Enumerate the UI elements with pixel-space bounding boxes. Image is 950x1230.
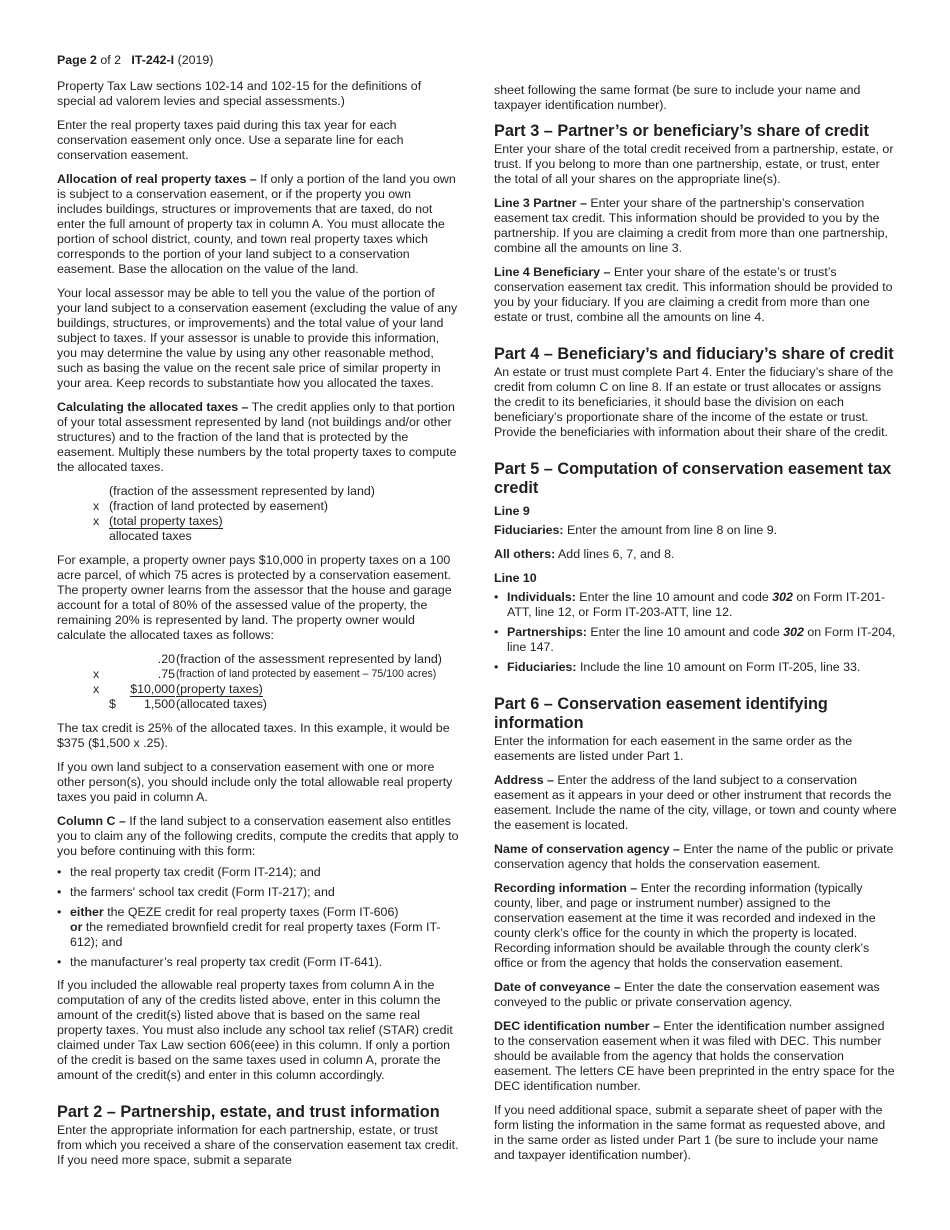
calculating-text: The credit applies only to that portion of your total assessment represented by land (not buildings and/or other structures) and to the fraction of the land that is protected by the easement. Multiply these numbers by the total property taxes to compute the allocated taxes. — [57, 400, 457, 474]
paragraph-calculating — [57, 400, 459, 475]
formula-operator: x — [93, 499, 100, 513]
fiduciaries-forms: Include the line 10 amount on Form IT-205, line 33. — [576, 660, 861, 674]
calculating-heading: Calculating the allocated taxes – — [57, 400, 249, 414]
brownfield-text: the remediated brownfield credit for real property taxes (Form IT-612); and — [70, 920, 441, 949]
example-amount: $10,000 — [130, 682, 175, 696]
part4-heading: Part 4 – Beneficiary’s and fiduciary’s share of credit — [494, 345, 894, 363]
example-row — [93, 697, 459, 712]
paragraph-allocation — [57, 172, 459, 277]
list-item: • the manufacturer’s real property tax credit (Form IT-641). — [57, 955, 459, 970]
recording-heading: Recording information – — [494, 881, 638, 895]
list-item: • the real property tax credit (Form IT-214); and — [57, 865, 459, 880]
paragraph-assessor: Your local assessor may be able to tell you the value of the portion of your land subject to a conservation easement (excluding the value of any buildings, structures, or improvements) and the total value of your land subject to taxes. If your assessor is unable to provide this information, you may determine the value by using any other reasonable method, such as basing the value on the recent sale price of similar property in your area. Keep records to substantiate how you allocated the taxes. — [57, 286, 458, 390]
paragraph-line9-fiduciaries — [494, 523, 898, 538]
conveyance-text: Enter the date the conservation easement was conveyed to the public or private conservation agency. — [494, 980, 880, 1009]
example-operator: x — [93, 667, 100, 681]
paragraph-line4 — [494, 265, 898, 325]
example-description: (fraction of the assessment represented by land) — [176, 652, 442, 666]
paragraph-separate-sheet: sheet following the same format (be sure to include your name and taxpayer identification number). — [494, 83, 861, 112]
qeze-text: the QEZE credit for real property taxes (Form IT-606) — [103, 905, 399, 919]
paragraph-joint-owners: If you own land subject to a conservation easement with one or more other person(s), you should include only the total allowable real property taxes you paid in column A. — [57, 760, 453, 804]
formula-operator: x — [93, 514, 100, 528]
paragraph-included-taxes: If you included the allowable real property taxes from column A in the computation of any of the credits listed above, enter in this column the amount of the credit(s) listed above that is based on the same real property taxes. You must also include any school tax relief (STAR) credit claimed under Tax Law section 606(eee) in this column. If only a portion of the credit is based on the same taxes used in column A, prorate the amount of the credit(s) and enter in this column accordingly. — [57, 978, 453, 1082]
or-emphasis: or — [70, 920, 83, 934]
partnerships-heading: Partnerships: — [507, 625, 587, 639]
part2-heading: Part 2 – Partnership, estate, and trust information — [57, 1103, 440, 1121]
form-id: IT-242-I — [131, 53, 175, 67]
dec-heading: DEC identification number – — [494, 1019, 660, 1033]
page-number: Page 2 — [57, 53, 97, 67]
example-description: (fraction of land protected by easement – 75/100 acres) — [176, 668, 437, 680]
paragraph-tax-credit: The tax credit is 25% of the allocated taxes. In this example, it would be $375 ($1,500 x .25). — [57, 721, 450, 750]
example-row — [93, 667, 459, 682]
example-amount: .75 — [157, 667, 175, 681]
recording-text: Enter the recording information (typically county, liber, and page or instrument number) assigned to the conservation easement at the time it was recorded and indexed in the county clerk’s office for the county in which the property is located. Recording information should be available through the county clerk’s office or from the agency that holds the conservation easement. — [494, 881, 876, 970]
fiduciaries-text: Enter the amount from line 8 on line 9. — [563, 523, 778, 537]
list-item — [494, 590, 898, 620]
paragraph-agency — [494, 842, 898, 872]
formula-protected-fraction: (fraction of land protected by easement) — [109, 499, 329, 513]
example-row — [93, 682, 459, 697]
line4-text: Enter your share of the estate’s or trust’s conservation easement tax credit. This information should be provided to you by your fiduciary. If you are claiming a credit from more than one estate or trust, combine all the amounts on line 4. — [494, 265, 893, 324]
line3-heading: Line 3 Partner – — [494, 196, 587, 210]
list-item — [494, 625, 898, 655]
line9-label: Line 9 — [494, 504, 530, 518]
part2-text: Enter the appropriate information for each partnership, estate, or trust from which you received a share of the conservation easement tax credit. If you need more space, submit a separate — [57, 1123, 459, 1167]
paragraph-column-c — [57, 814, 459, 859]
example-amount: 1,500 — [143, 697, 175, 711]
code-302: 302 — [783, 625, 804, 639]
individuals-text: Enter the line 10 amount and code — [575, 590, 773, 604]
line3-text: Enter your share of the partnership’s conservation easement tax credit. This information should be provided to you by the partnership. If you are claiming a credit from more than one partnership, combine all the amounts on line 3. — [494, 196, 888, 255]
either-emphasis: either — [70, 905, 104, 919]
all-others-heading: All others: — [494, 547, 556, 561]
example-amount: .20 — [157, 652, 175, 666]
left-column — [57, 79, 459, 1177]
column-c-heading: Column C – — [57, 814, 126, 828]
line10-label: Line 10 — [494, 571, 537, 585]
paragraph-conveyance — [494, 980, 898, 1010]
paragraph-example: For example, a property owner pays $10,000 in property taxes on a 100 acre parcel, of which 75 acres is protected by a conservation easement. The property owner learns from the assessor that the house and garage account for a total of 80% of the assessed value of the property, the remaining 20% is represented by land. The property owner would calculate the allocated taxes as follows: — [57, 553, 452, 642]
paragraph-definitions: Property Tax Law sections 102-14 and 102-15 for the definitions of special ad valorem levies and special assessments.) — [57, 79, 422, 108]
paragraph-dec-number — [494, 1019, 898, 1094]
example-calculation — [93, 652, 459, 712]
individuals-heading: Individuals: — [507, 590, 576, 604]
fiduciaries-heading: Fiduciaries: — [507, 660, 577, 674]
page-header — [57, 53, 213, 68]
code-302: 302 — [772, 590, 793, 604]
example-row — [93, 652, 459, 667]
list-item: • the farmers' school tax credit (Form IT-217); and — [57, 885, 459, 900]
all-others-text: Add lines 6, 7, and 8. — [555, 547, 675, 561]
dec-text: Enter the identification number assigned to the conservation easement when it was filed with DEC. This number should be available from the agency that holds the conservation easement. The letters CE have been preprinted in the entry space for the DEC identification number. — [494, 1019, 895, 1093]
agency-heading: Name of conservation agency – — [494, 842, 680, 856]
paragraph-line3 — [494, 196, 898, 256]
example-description: (allocated taxes) — [176, 697, 267, 711]
line10-list — [494, 590, 898, 675]
credit-list — [57, 865, 459, 970]
part5-heading: Part 5 – Computation of conservation easement tax credit — [494, 460, 892, 497]
allocation-text: If only a portion of the land you own is subject to a conservation easement, or if the property you own includes buildings, structures or improvements that are taxed, do not enter the full amount of property tax in column A. You must allocate the portion of school district, county, and town real property taxes which corresponds to the portion of your land subject to a conservation easement. Base the allocation on the value of the land. — [57, 172, 456, 276]
allocation-formula — [93, 484, 459, 544]
formula-result: allocated taxes — [109, 529, 192, 543]
formula-row — [93, 499, 459, 514]
part6-heading: Part 6 – Conservation easement identifying information — [494, 695, 828, 732]
individuals-forms: on Form IT-201-ATT, line 12, or Form IT-203-ATT, line 12. — [507, 590, 886, 619]
agency-text: Enter the name of the public or private conservation agency that holds the conservation easement. — [494, 842, 894, 871]
formula-row — [93, 484, 459, 499]
part3-text: Enter your share of the total credit received from a partnership, estate, or trust. If you belong to more than one partnership, estate, or trust, enter the total of all your shares on the appropriate line(s). — [494, 142, 894, 186]
paragraph-address — [494, 773, 898, 833]
part6-text: Enter the information for each easement in the same order as the easements are listed under Part 1. — [494, 734, 853, 763]
formula-row — [93, 529, 459, 544]
paragraph-enter-taxes: Enter the real property taxes paid during this tax year for each conservation easement only once. Use a separate line for each conservation easement. — [57, 118, 404, 162]
conveyance-heading: Date of conveyance – — [494, 980, 621, 994]
list-item — [494, 660, 898, 675]
form-year: (2019) — [177, 53, 214, 67]
partnerships-text: Enter the line 10 amount and code — [586, 625, 784, 639]
part3-heading: Part 3 – Partner’s or beneficiary’s share of credit — [494, 122, 869, 140]
fiduciaries-heading: Fiduciaries: — [494, 523, 564, 537]
address-text: Enter the address of the land subject to a conservation easement as it appears in your deed or other instrument that records the easement. Include the name of the city, village, or town and county where the easement is located. — [494, 773, 897, 832]
formula-total-taxes: (total property taxes) — [109, 514, 223, 528]
allocation-heading: Allocation of real property taxes – — [57, 172, 257, 186]
line4-heading: Line 4 Beneficiary – — [494, 265, 611, 279]
part4-text: An estate or trust must complete Part 4. Enter the fiduciary’s share of the credit from column C on line 8. If an estate or trust allocates or assigns the credit to its beneficiaries, it should base the division on each beneficiary’s proportionate share of the income of the estate or trust. Provide the beneficiaries with information about their share of the credit. — [494, 365, 894, 439]
example-dollar-sign: $ — [109, 697, 116, 711]
right-column — [494, 79, 898, 1172]
formula-land-fraction: (fraction of the assessment represented by land) — [109, 484, 375, 498]
example-description: (property taxes) — [176, 682, 263, 696]
list-item — [57, 905, 459, 950]
partnerships-forms: on Form IT-204, line 147. — [507, 625, 896, 654]
paragraph-additional-space: If you need additional space, submit a separate sheet of paper with the form listing the information in the same format as requested above, and in the same order as listed under Part 1 (be sure to include your name and taxpayer identification number). — [494, 1103, 886, 1162]
example-operator: x — [93, 682, 100, 696]
paragraph-line9-others — [494, 547, 898, 562]
page-of: of 2 — [100, 53, 122, 67]
column-c-text: If the land subject to a conservation easement also entitles you to claim any of the following credits, compute the credits that apply to you before continuing with this form: — [57, 814, 459, 858]
formula-row — [93, 514, 459, 529]
paragraph-recording — [494, 881, 898, 971]
address-heading: Address – — [494, 773, 554, 787]
